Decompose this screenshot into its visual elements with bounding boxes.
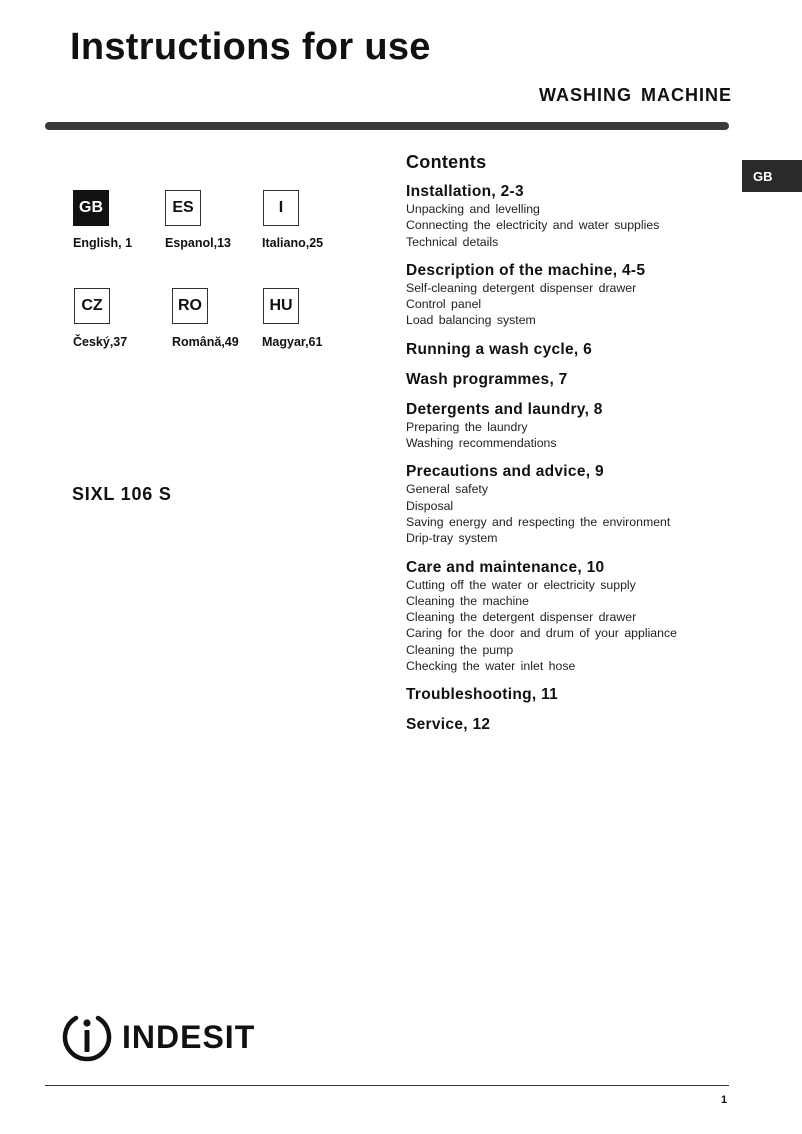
toc-section-title[interactable]: Precautions and advice, 9 xyxy=(406,463,604,481)
toc-item[interactable]: Cleaning the pump xyxy=(406,642,514,657)
indesit-logo-icon xyxy=(60,1010,114,1064)
toc-item[interactable]: Checking the water inlet hose xyxy=(406,659,576,674)
toc-item[interactable]: Saving energy and respecting the environment xyxy=(406,514,671,529)
table-of-contents xyxy=(406,152,736,746)
lang-label-es: Espanol,13 xyxy=(165,236,231,250)
lang-label-hu: Magyar,61 xyxy=(262,335,323,349)
toc-item[interactable]: Washing recommendations xyxy=(406,436,557,451)
lang-box-it[interactable]: I xyxy=(263,190,299,226)
lang-label-it: Italiano,25 xyxy=(262,236,324,250)
lang-box-cz[interactable]: CZ xyxy=(74,288,110,324)
toc-section-troubleshooting xyxy=(406,686,736,704)
page-title: Instructions for use xyxy=(70,26,431,68)
toc-section-description xyxy=(406,262,736,329)
toc-item[interactable]: Technical details xyxy=(406,234,499,249)
toc-section-care xyxy=(406,559,736,675)
toc-section-service xyxy=(406,716,736,734)
toc-item[interactable]: Cleaning the detergent dispenser drawer xyxy=(406,610,637,625)
toc-section-title[interactable]: Description of the machine, 4-5 xyxy=(406,261,646,279)
lang-box-es[interactable]: ES xyxy=(165,190,201,226)
contents-heading: Contents xyxy=(406,152,487,172)
toc-item[interactable]: Drip-tray system xyxy=(406,531,498,546)
toc-item[interactable]: Disposal xyxy=(406,498,454,513)
toc-item[interactable]: Self-cleaning detergent dispenser drawer xyxy=(406,280,637,295)
lang-box-ro[interactable]: RO xyxy=(172,288,208,324)
toc-section-detergents xyxy=(406,401,736,452)
toc-item[interactable]: Cleaning the machine xyxy=(406,593,529,608)
footer-divider xyxy=(45,1085,729,1086)
toc-item[interactable]: Load balancing system xyxy=(406,313,536,328)
toc-section-title[interactable]: Care and maintenance, 10 xyxy=(406,558,605,576)
toc-item[interactable]: General safety xyxy=(406,482,488,497)
toc-section-title[interactable]: Troubleshooting, 11 xyxy=(406,686,559,704)
toc-section-precautions xyxy=(406,463,736,546)
lang-box-gb[interactable]: GB xyxy=(73,190,109,226)
product-type: WASHING MACHINE xyxy=(539,85,732,105)
lang-box-hu[interactable]: HU xyxy=(263,288,299,324)
toc-section-title[interactable]: Wash programmes, 7 xyxy=(406,370,568,388)
toc-section-title[interactable]: Installation, 2-3 xyxy=(406,183,524,200)
lang-label-ro: Română,49 xyxy=(172,335,239,349)
toc-section-programmes xyxy=(406,371,736,389)
lang-label-gb: English, 1 xyxy=(73,236,133,250)
lang-label-cz: Český,37 xyxy=(73,335,128,349)
toc-item[interactable]: Cutting off the water or electricity supply xyxy=(406,577,636,592)
toc-section-running xyxy=(406,341,736,359)
toc-section-title[interactable]: Service, 12 xyxy=(406,716,491,734)
model-number: SIXL 106 S xyxy=(72,484,172,504)
toc-item[interactable]: Caring for the door and drum of your appliance xyxy=(406,626,677,641)
toc-section-title[interactable]: Detergents and laundry, 8 xyxy=(406,400,603,418)
toc-section-title[interactable]: Running a wash cycle, 6 xyxy=(406,340,593,358)
toc-item[interactable]: Preparing the laundry xyxy=(406,419,528,434)
header-divider xyxy=(45,122,729,130)
toc-item[interactable]: Control panel xyxy=(406,297,482,312)
page-number: 1 xyxy=(721,1094,728,1106)
toc-section-installation xyxy=(406,183,736,250)
brand-name: INDESIT xyxy=(122,1018,256,1055)
toc-item[interactable]: Connecting the electricity and water supplies xyxy=(406,218,660,233)
language-side-tab: GB xyxy=(742,160,802,192)
brand-logo xyxy=(60,1010,255,1064)
toc-item[interactable]: Unpacking and levelling xyxy=(406,202,540,216)
